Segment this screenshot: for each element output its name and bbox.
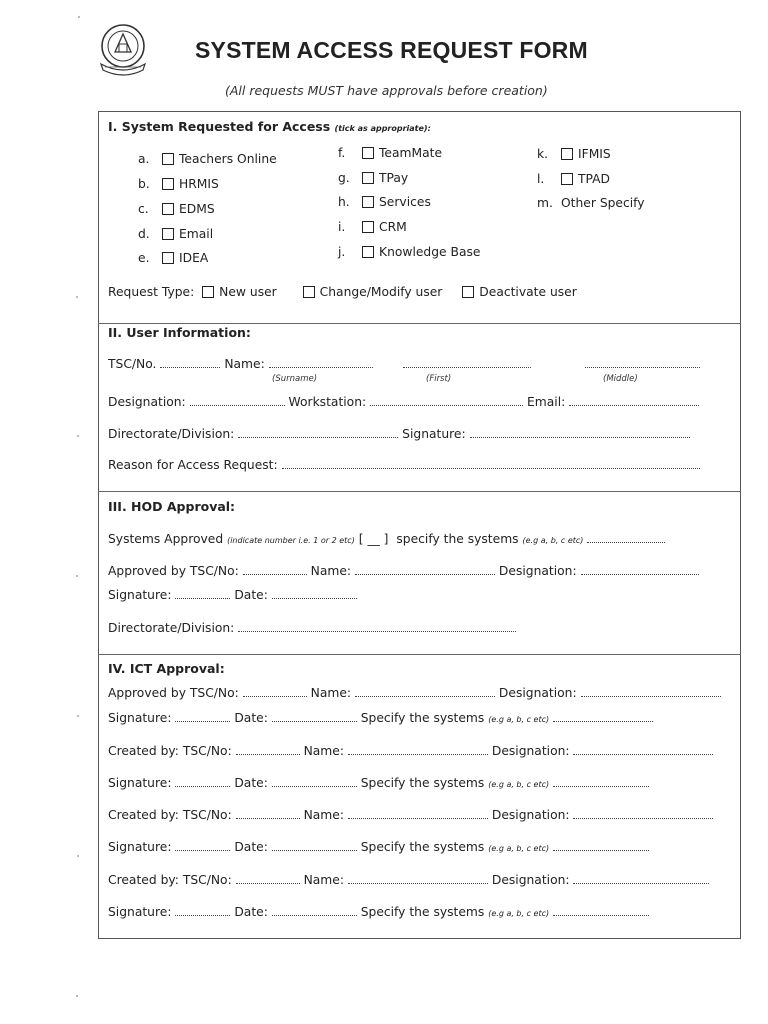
created-tsc-field-3[interactable] <box>236 874 300 884</box>
systems-approved-row: Systems Approved (indicate number i.e. 1 or 2 etc) [ __ ] specify the systems (e.g a, b, c etc) <box>108 532 665 546</box>
system-option-email[interactable]: d. Email <box>138 227 214 241</box>
system-option-idea[interactable]: e. IDEA <box>138 251 209 265</box>
ict-systems-field[interactable] <box>553 712 653 722</box>
created-by-row-3: Created by: TSC/No: Name: Designation: <box>108 873 709 887</box>
hod-name-field[interactable] <box>355 565 495 575</box>
created-by-row-1: Created by: TSC/No: Name: Designation: <box>108 744 713 758</box>
checkbox[interactable] <box>162 203 174 215</box>
checkbox[interactable] <box>162 153 174 165</box>
reason-field[interactable] <box>282 459 700 469</box>
system-option-teachers-online[interactable]: a. Teachers Online <box>138 152 277 166</box>
created-by-row-2: Created by: TSC/No: Name: Designation: <box>108 808 713 822</box>
section-1-heading: I. System Requested for Access (tick as appropriate): <box>108 119 431 134</box>
organization-seal-logo <box>93 22 153 78</box>
created-designation-field-1[interactable] <box>573 745 713 755</box>
checkbox-change-modify-user[interactable] <box>303 286 315 298</box>
section-divider <box>98 654 741 655</box>
hod-systems-field[interactable] <box>587 533 665 543</box>
created-signature-row-1: Signature: Date: Specify the systems (e.g a, b, c etc) <box>108 776 649 790</box>
section-divider <box>98 323 741 324</box>
checkbox[interactable] <box>362 172 374 184</box>
created-systems-field-1[interactable] <box>553 777 649 787</box>
section-divider <box>98 491 741 492</box>
middle-name-field[interactable] <box>585 358 700 368</box>
created-signature-field-1[interactable] <box>175 777 230 787</box>
checkbox[interactable] <box>561 148 573 160</box>
form-title: SYSTEM ACCESS REQUEST FORM <box>195 37 588 63</box>
created-name-field-3[interactable] <box>348 874 488 884</box>
hod-signature-field[interactable] <box>175 589 230 599</box>
created-designation-field-2[interactable] <box>573 809 713 819</box>
scan-speck <box>78 16 80 18</box>
scan-speck <box>77 715 79 717</box>
hod-directorate-field[interactable] <box>238 622 516 632</box>
checkbox-new-user[interactable] <box>202 286 214 298</box>
created-designation-field-3[interactable] <box>573 874 709 884</box>
system-option-ifmis[interactable]: k. IFMIS <box>537 147 611 161</box>
directorate-field[interactable] <box>238 428 398 438</box>
email-field[interactable] <box>569 396 699 406</box>
hod-signature-row: Signature: Date: <box>108 588 357 602</box>
checkbox[interactable] <box>362 221 374 233</box>
system-option-knowledge-base[interactable]: j. Knowledge Base <box>338 245 481 259</box>
created-signature-row-3: Signature: Date: Specify the systems (e.g a, b, c etc) <box>108 905 649 919</box>
scan-speck <box>76 296 78 298</box>
created-name-field-1[interactable] <box>348 745 488 755</box>
scan-speck <box>77 855 79 857</box>
directorate-signature-row: Directorate/Division: Signature: <box>108 427 690 441</box>
system-option-tpad[interactable]: l. TPAD <box>537 172 611 186</box>
checkbox[interactable] <box>162 228 174 240</box>
surname-caption: (Surname) <box>272 374 318 384</box>
hod-directorate-row: Directorate/Division: <box>108 621 516 635</box>
signature-field[interactable] <box>470 428 690 438</box>
checkbox[interactable] <box>561 173 573 185</box>
created-signature-field-2[interactable] <box>175 841 230 851</box>
ict-name-field[interactable] <box>355 687 495 697</box>
hod-approved-by-row: Approved by TSC/No: Name: Designation: <box>108 564 699 578</box>
created-date-field-3[interactable] <box>272 906 357 916</box>
system-option-teammate[interactable]: f. TeamMate <box>338 146 443 160</box>
ict-approved-by-row: Approved by TSC/No: Name: Designation: <box>108 686 721 700</box>
checkbox[interactable] <box>162 178 174 190</box>
system-option-services[interactable]: h. Services <box>338 195 431 209</box>
first-name-field[interactable] <box>403 358 531 368</box>
section-4-heading: IV. ICT Approval: <box>108 661 225 676</box>
ict-designation-field[interactable] <box>581 687 721 697</box>
checkbox[interactable] <box>162 252 174 264</box>
tsc-name-row: TSC/No. Name: <box>108 357 700 371</box>
ict-date-field[interactable] <box>272 712 357 722</box>
system-option-edms[interactable]: c. EDMS <box>138 202 215 216</box>
hod-designation-field[interactable] <box>581 565 699 575</box>
scan-speck <box>76 995 78 997</box>
reason-row: Reason for Access Request: <box>108 458 700 472</box>
checkbox[interactable] <box>362 246 374 258</box>
ict-signature-row: Signature: Date: Specify the systems (e.g a, b, c etc) <box>108 711 653 725</box>
hod-date-field[interactable] <box>272 589 357 599</box>
ict-signature-field[interactable] <box>175 712 230 722</box>
tsc-number-field[interactable] <box>160 358 220 368</box>
scan-speck <box>77 435 79 437</box>
created-tsc-field-2[interactable] <box>236 809 300 819</box>
checkbox-deactivate-user[interactable] <box>462 286 474 298</box>
created-systems-field-3[interactable] <box>553 906 649 916</box>
designation-field[interactable] <box>190 396 285 406</box>
middle-name-caption: (Middle) <box>603 374 638 384</box>
checkbox[interactable] <box>362 196 374 208</box>
hod-tsc-field[interactable] <box>243 565 307 575</box>
section-3-heading: III. HOD Approval: <box>108 499 236 514</box>
first-name-caption: (First) <box>426 374 452 384</box>
created-systems-field-2[interactable] <box>553 841 649 851</box>
form-subtitle: (All requests MUST have approvals before creation) <box>225 83 548 98</box>
request-type-row: Request Type: New user Change/Modify user Deactivate user <box>108 285 577 299</box>
ict-tsc-field[interactable] <box>243 687 307 697</box>
scan-speck <box>76 575 78 577</box>
section-2-heading: II. User Information: <box>108 325 251 340</box>
systems-count-field[interactable]: [ __ ] <box>358 532 389 546</box>
created-signature-row-2: Signature: Date: Specify the systems (e.g a, b, c etc) <box>108 840 649 854</box>
surname-field[interactable] <box>269 358 373 368</box>
created-signature-field-3[interactable] <box>175 906 230 916</box>
checkbox[interactable] <box>362 147 374 159</box>
created-tsc-field-1[interactable] <box>236 745 300 755</box>
designation-row: Designation: Workstation: Email: <box>108 395 699 409</box>
system-option-crm[interactable]: i. CRM <box>338 220 407 234</box>
created-date-field-1[interactable] <box>272 777 357 787</box>
system-option-tpay[interactable]: g. TPay <box>338 171 409 185</box>
system-option-other-specify[interactable]: m. Other Specify <box>537 196 645 210</box>
created-date-field-2[interactable] <box>272 841 357 851</box>
workstation-field[interactable] <box>370 396 523 406</box>
system-option-hrmis[interactable]: b. HRMIS <box>138 177 219 191</box>
created-name-field-2[interactable] <box>348 809 488 819</box>
